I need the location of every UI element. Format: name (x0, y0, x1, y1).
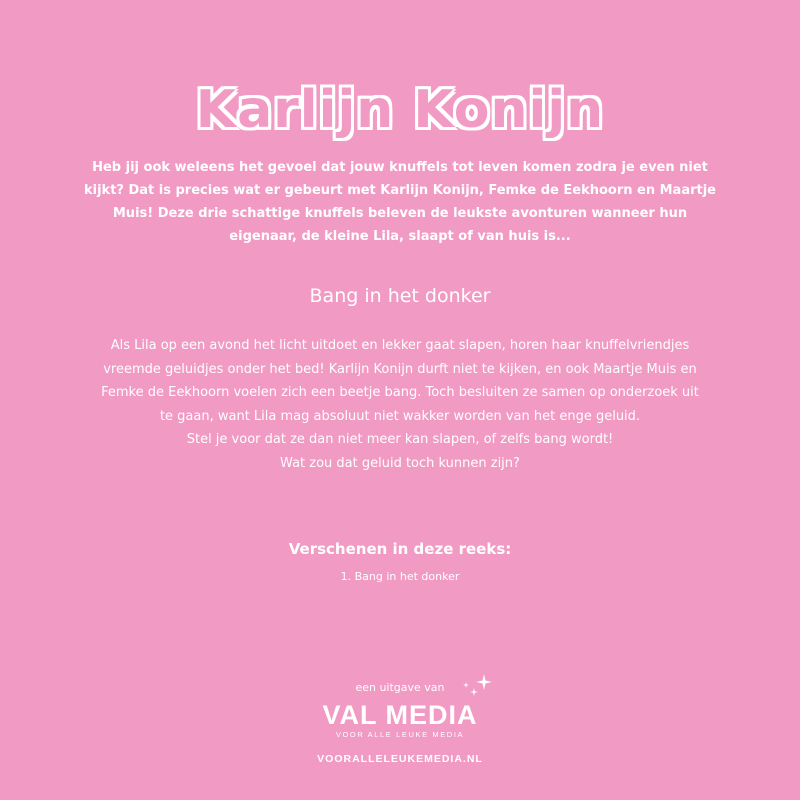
summary-line: Femke de Eekhoorn voelen zich een beetje bang. Toch besluiten ze samen op onderzoek uit (101, 385, 699, 400)
summary-line: te gaan, want Lila mag absoluut niet wakker worden van het enge geluid. (159, 408, 641, 424)
series-item: 1. Bang in het donker (340, 570, 460, 583)
title-text: Karlijn Konijn (195, 80, 605, 140)
logo-tagline: VOOR ALLE LEUKE MEDIA (335, 730, 465, 739)
series-intro: Heb jij ook weleens het gevoel dat jouw knuffels tot leven komen zodra je even niet kijkt? Dat is precies wat er gebeurt met Karlijn Konijn, Femke de Eekhoorn en Maartje Muis! Deze drie schattige knuffels beleven de leukste avonturen wanneer hun eigenaar, de kleine Lila, slaapt of van huis is... (83, 160, 717, 244)
publisher-logo (300, 700, 500, 746)
logo-name: VAL MEDIA (322, 700, 478, 730)
page-title (0, 80, 800, 140)
book-summary (60, 334, 740, 475)
summary-line: Wat zou dat geluid toch kunnen zijn? (280, 455, 520, 471)
series-heading: Verschenen in deze reeks: (288, 540, 512, 558)
book-title: Bang in het donker (309, 285, 491, 307)
summary-line: Stel je voor dat ze dan niet meer kan slapen, of zelfs bang wordt! (186, 432, 614, 447)
website-link[interactable]: VOORALLELEUKEMEDIA.NL (317, 753, 483, 765)
series-list (0, 570, 800, 583)
summary-line: vreemde geluidjes onder het bed! Karlijn Konijn durft niet te kijken, en ook Maartje Muis en (103, 361, 697, 377)
publisher-note: een uitgave van (355, 681, 445, 694)
summary-line: Als Lila op een avond het licht uitdoet en lekker gaat slapen, horen haar knuffelvriendjes (110, 338, 690, 353)
